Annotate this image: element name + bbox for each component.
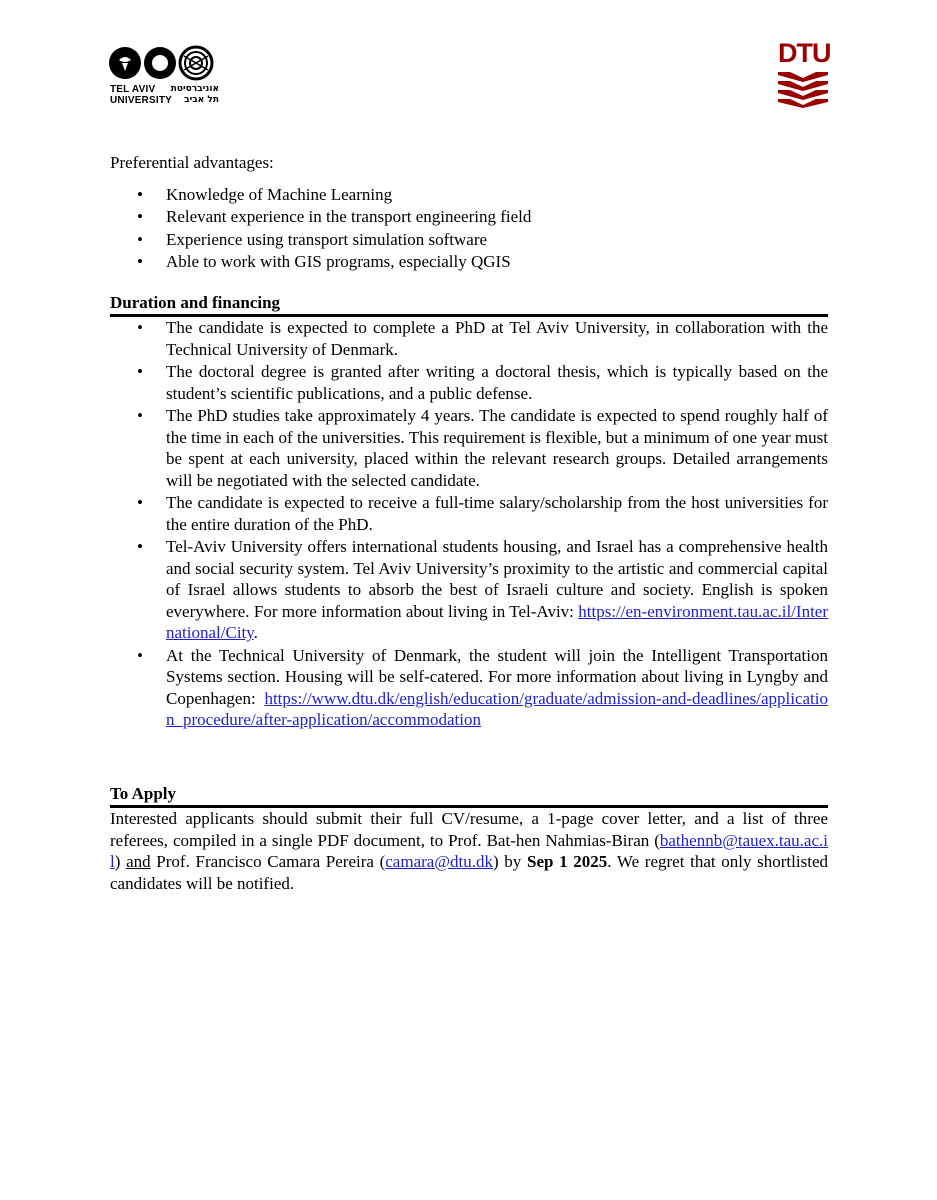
dtu-living-text: At the Technical University of Denmark, the student will join the Intelligent Transportation Systems section. Housing will be self-catered. For more information about living in Lyngby and Copenhagen: <box>166 645 828 708</box>
apply-text-2: ) <box>114 852 127 871</box>
apply-text-5: . We regret that only shortlisted candidates will be notified. <box>110 852 828 893</box>
list-item: • Relevant experience in the transport engineering field <box>110 206 828 228</box>
advantages-list <box>110 184 828 273</box>
list-item: • The PhD studies take approximately 4 years. The candidate is expected to spend roughly half of the time in each of the universities. This requirement is flexible, but a minimum of one year must be spent at each university, placed within the relevant research groups. Detailed arrangements will be negotiated with the selected candidate. <box>110 405 828 491</box>
advantages-heading: Preferential advantages: <box>110 153 274 172</box>
apply-and-word: and <box>126 852 151 871</box>
dtu-accommodation-link[interactable]: https://www.dtu.dk/english/education/graduate/admission-and-deadlines/application_procedure/after-application/accommodation <box>166 688 828 729</box>
apply-deadline: Sep 1 2025 <box>526 852 608 871</box>
tau-name-line1: TEL AVIV <box>110 84 156 95</box>
email-link-camara[interactable]: camara@dtu.dk <box>385 852 493 871</box>
tau-hebrew-line1: אוניברסיטת <box>170 84 219 94</box>
job-posting-body <box>110 152 828 894</box>
apply-text-4: ) by <box>492 852 527 871</box>
tau-name-line2: UNIVERSITY <box>110 95 173 106</box>
duration-heading: Duration and financing <box>110 292 828 318</box>
list-item: • The candidate is expected to complete a PhD at Tel Aviv University, in collaboration with the Technical University of Denmark. <box>110 317 828 360</box>
apply-paragraph <box>110 808 828 894</box>
list-item-tau-living <box>110 536 828 644</box>
tau-living-text: Tel-Aviv University offers international students housing, and Israel has a comprehensive health and social security system. Tel Aviv University’s proximity to the artistic and commercial capital of Israel allows students to absorb the best of Israeli culture and society. English is spoken everywhere. For more information about living in Tel-Aviv: <box>166 537 828 621</box>
apply-text-3: Prof. Francisco Camara Pereira ( <box>150 852 386 871</box>
tau-circles-icon <box>108 44 220 82</box>
tau-hebrew-line2: תל אביב <box>184 95 219 105</box>
apply-heading: To Apply <box>110 783 828 809</box>
dtu-waves-icon <box>778 72 828 108</box>
tau-city-link[interactable]: https://en-environment.tau.ac.il/International/City <box>166 601 828 642</box>
list-item: • The doctoral degree is granted after writing a doctoral thesis, which is typically based on the student’s scientific publications, and a public defense. <box>110 361 828 404</box>
list-item: • Able to work with GIS programs, especially QGIS <box>110 251 828 273</box>
list-item: • The candidate is expected to receive a full-time salary/scholarship from the host universities for the entire duration of the PhD. <box>110 492 828 535</box>
duration-list <box>110 317 828 731</box>
apply-text-1: Interested applicants should submit their full CV/resume, a 1-page cover letter, and a list of three referees, compiled in a single PDF document, to Prof. Bat-hen Nahmias-Biran ( <box>110 809 828 850</box>
list-item: • Knowledge of Machine Learning <box>110 184 828 206</box>
tau-hebrew-name <box>163 84 219 106</box>
dtu-logo-text: DTU <box>778 38 831 68</box>
email-link-bathennb[interactable]: bathennb@tauex.tau.ac.il <box>110 830 828 871</box>
tau-living-period: . <box>253 623 258 642</box>
dtu-logo <box>778 38 831 110</box>
list-item: • Experience using transport simulation software <box>110 229 828 251</box>
list-item-dtu-living <box>110 645 828 731</box>
tel-aviv-university-logo <box>108 44 220 108</box>
